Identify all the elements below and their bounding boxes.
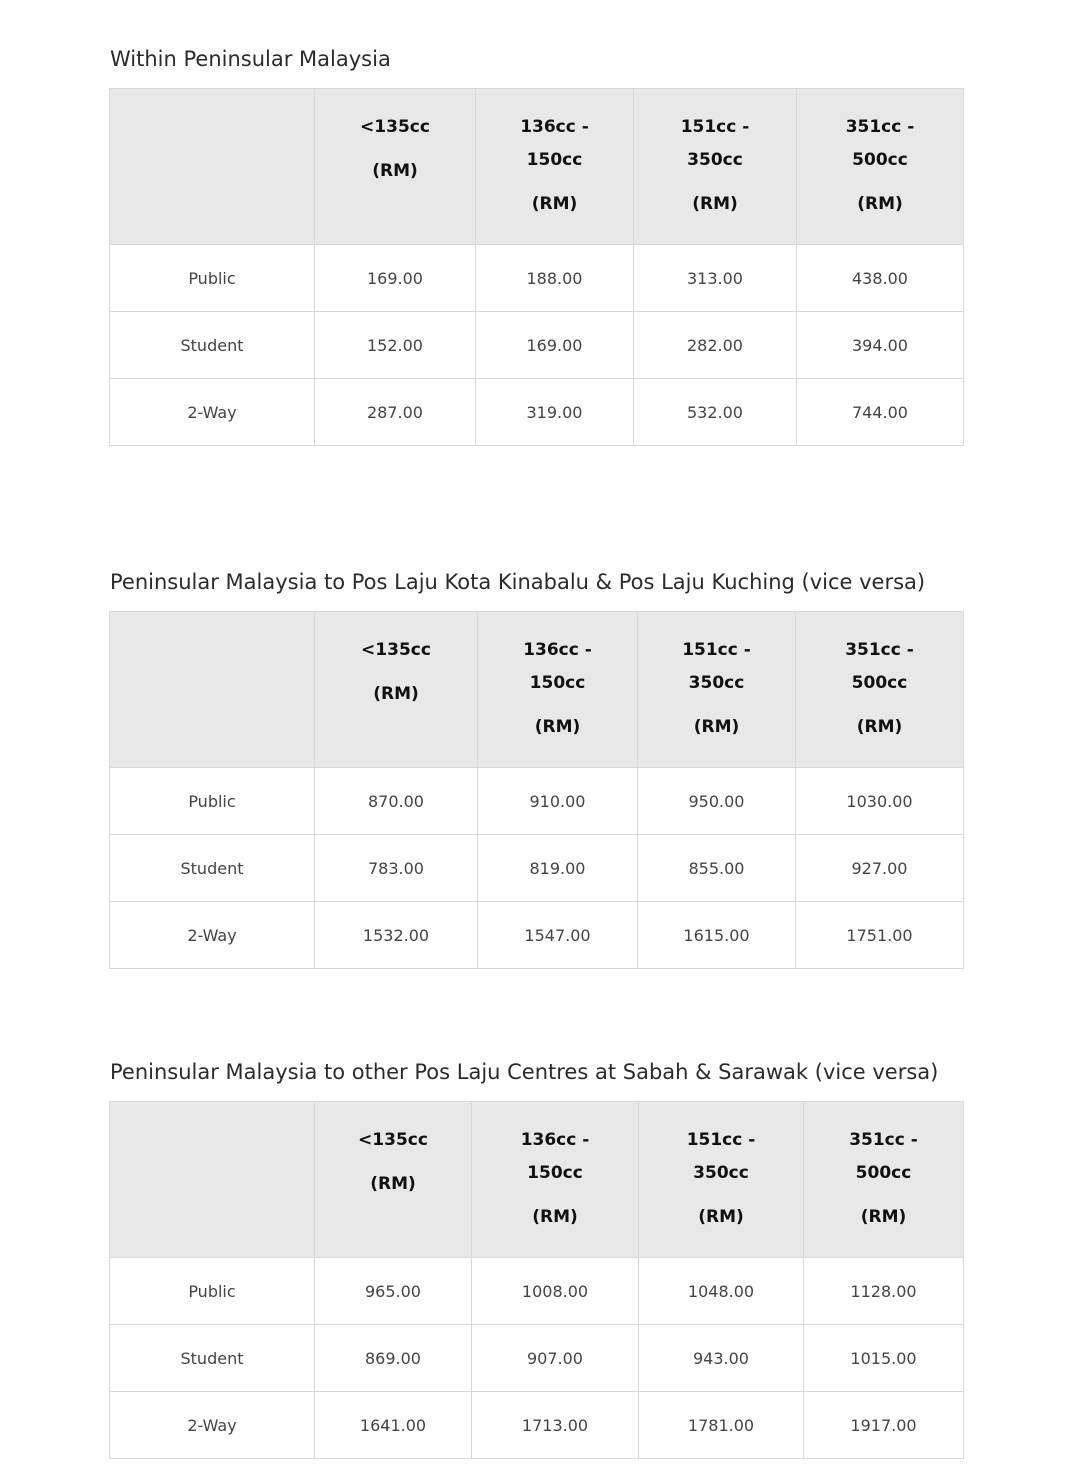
price-cell: 1751.00 bbox=[796, 902, 964, 969]
price-cell: 950.00 bbox=[638, 768, 796, 835]
header-cell-151-350cc: 151cc - 350cc (RM) bbox=[639, 1102, 804, 1258]
price-cell: 394.00 bbox=[797, 312, 964, 379]
price-cell: 282.00 bbox=[634, 312, 797, 379]
price-cell: 943.00 bbox=[639, 1325, 804, 1392]
row-label: Student bbox=[110, 835, 315, 902]
section-title: Peninsular Malaysia to Pos Laju Kota Kinabalu & Pos Laju Kuching (vice versa) bbox=[110, 570, 926, 594]
price-cell: 910.00 bbox=[478, 768, 638, 835]
table-row bbox=[110, 245, 964, 312]
row-label: 2-Way bbox=[110, 902, 315, 969]
row-label: 2-Way bbox=[110, 379, 315, 446]
price-cell: 855.00 bbox=[638, 835, 796, 902]
price-cell: 438.00 bbox=[797, 245, 964, 312]
price-cell: 152.00 bbox=[315, 312, 476, 379]
price-cell: 1917.00 bbox=[804, 1392, 964, 1459]
header-cell-351-500cc: 351cc - 500cc (RM) bbox=[796, 612, 964, 768]
table-row bbox=[110, 902, 964, 969]
rates-table bbox=[109, 88, 964, 446]
price-cell: 1781.00 bbox=[639, 1392, 804, 1459]
header-row bbox=[110, 1102, 964, 1258]
price-cell: 188.00 bbox=[476, 245, 634, 312]
price-cell: 869.00 bbox=[315, 1325, 472, 1392]
price-cell: 783.00 bbox=[315, 835, 478, 902]
price-cell: 1030.00 bbox=[796, 768, 964, 835]
price-cell: 819.00 bbox=[478, 835, 638, 902]
header-cell-151-350cc: 151cc - 350cc (RM) bbox=[634, 89, 797, 245]
row-label: 2-Way bbox=[110, 1392, 315, 1459]
price-cell: 1547.00 bbox=[478, 902, 638, 969]
header-cell-136-150cc: 136cc - 150cc (RM) bbox=[476, 89, 634, 245]
table-row bbox=[110, 312, 964, 379]
section-title: Within Peninsular Malaysia bbox=[110, 47, 391, 71]
price-cell: 169.00 bbox=[315, 245, 476, 312]
price-cell: 313.00 bbox=[634, 245, 797, 312]
row-label: Public bbox=[110, 1258, 315, 1325]
price-cell: 1532.00 bbox=[315, 902, 478, 969]
table-row bbox=[110, 1392, 964, 1459]
price-cell: 927.00 bbox=[796, 835, 964, 902]
header-cell-351-500cc: 351cc - 500cc (RM) bbox=[797, 89, 964, 245]
price-cell: 1048.00 bbox=[639, 1258, 804, 1325]
table-row bbox=[110, 1325, 964, 1392]
price-cell: 870.00 bbox=[315, 768, 478, 835]
price-cell: 1641.00 bbox=[315, 1392, 472, 1459]
price-cell: 169.00 bbox=[476, 312, 634, 379]
price-cell: 532.00 bbox=[634, 379, 797, 446]
header-row bbox=[110, 89, 964, 245]
price-cell: 1015.00 bbox=[804, 1325, 964, 1392]
table-row bbox=[110, 768, 964, 835]
header-cell-blank bbox=[110, 89, 315, 245]
price-cell: 965.00 bbox=[315, 1258, 472, 1325]
row-label: Student bbox=[110, 1325, 315, 1392]
header-cell-151-350cc: 151cc - 350cc (RM) bbox=[638, 612, 796, 768]
rates-table bbox=[109, 611, 964, 969]
header-cell-blank bbox=[110, 612, 315, 768]
price-cell: 1128.00 bbox=[804, 1258, 964, 1325]
price-cell: 1008.00 bbox=[472, 1258, 639, 1325]
header-cell-135cc: <135cc (RM) bbox=[315, 89, 476, 245]
header-cell-blank bbox=[110, 1102, 315, 1258]
price-cell: 1713.00 bbox=[472, 1392, 639, 1459]
price-cell: 319.00 bbox=[476, 379, 634, 446]
price-cell: 744.00 bbox=[797, 379, 964, 446]
header-cell-136-150cc: 136cc - 150cc (RM) bbox=[472, 1102, 639, 1258]
price-cell: 1615.00 bbox=[638, 902, 796, 969]
table-row bbox=[110, 1258, 964, 1325]
row-label: Public bbox=[110, 245, 315, 312]
header-cell-136-150cc: 136cc - 150cc (RM) bbox=[478, 612, 638, 768]
row-label: Student bbox=[110, 312, 315, 379]
header-cell-135cc: <135cc (RM) bbox=[315, 612, 478, 768]
table-row bbox=[110, 379, 964, 446]
table-row bbox=[110, 835, 964, 902]
header-cell-351-500cc: 351cc - 500cc (RM) bbox=[804, 1102, 964, 1258]
header-cell-135cc: <135cc (RM) bbox=[315, 1102, 472, 1258]
rates-table bbox=[109, 1101, 964, 1459]
price-cell: 907.00 bbox=[472, 1325, 639, 1392]
price-cell: 287.00 bbox=[315, 379, 476, 446]
header-row bbox=[110, 612, 964, 768]
section-title: Peninsular Malaysia to other Pos Laju Centres at Sabah & Sarawak (vice versa) bbox=[110, 1060, 939, 1084]
row-label: Public bbox=[110, 768, 315, 835]
